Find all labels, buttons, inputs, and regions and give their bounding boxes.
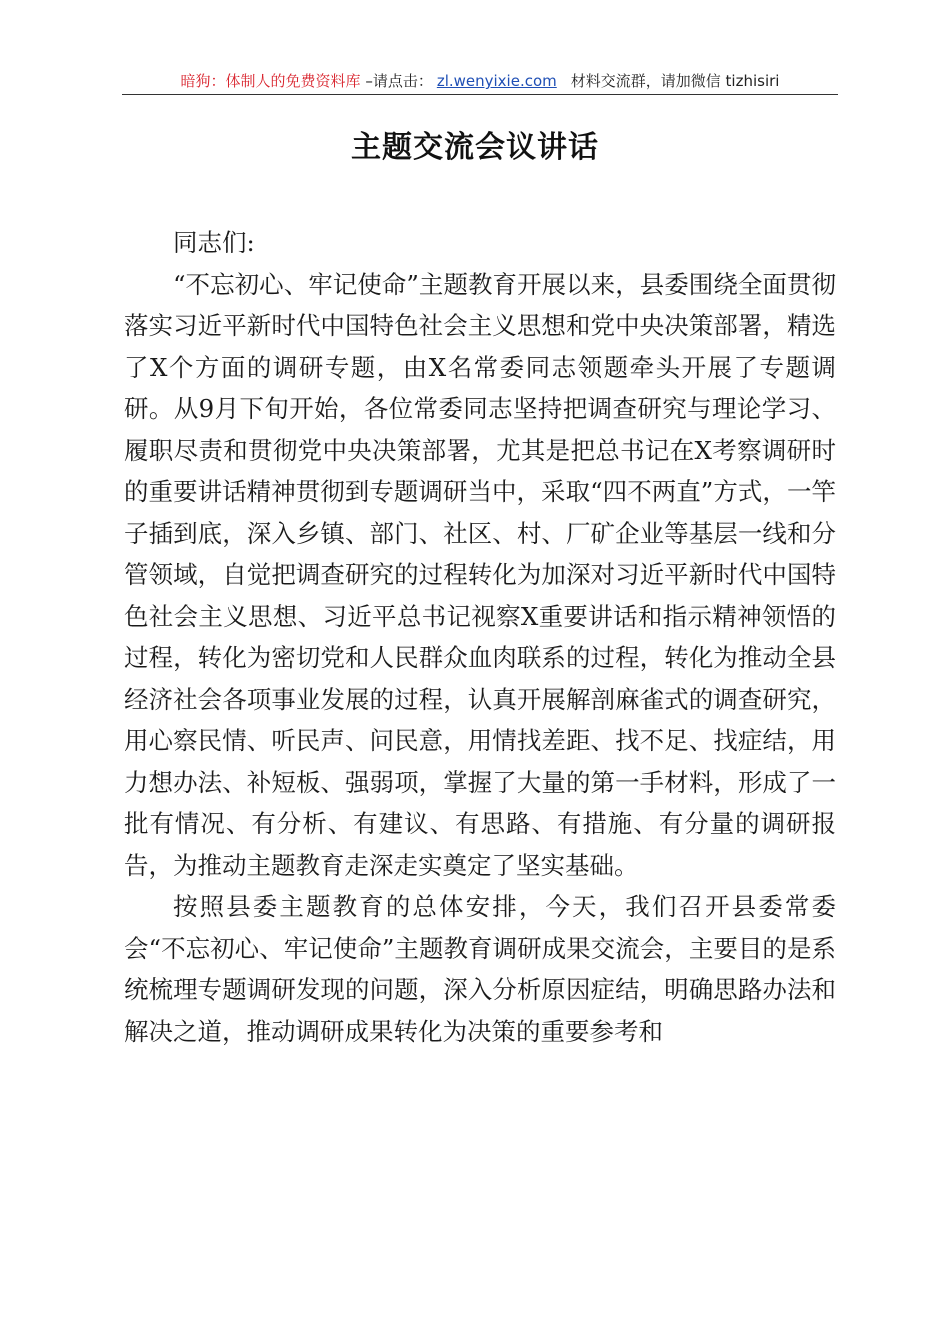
document-body	[124, 222, 836, 1052]
paragraph-1: “不忘初心、牢记使命”主题教育开展以来，县委围绕全面贯彻落实习近平新时代中国特色社会主义思想和党中央决策部署，精选了X个方面的调研专题，由X名常委同志领题牵头开展了专题调研。从9月下旬开始，各位常委同志坚持把调查研究与理论学习、履职尽责和贯彻党中央决策部署，尤其是把总书记在X考察调研时的重要讲话精神贯彻到专题调研当中，采取“四不两直”方式，一竿子插到底，深入乡镇、部门、社区、村、厂矿企业等基层一线和分管领域，自觉把调查研究的过程转化为加深对习近平新时代中国特色社会主义思想、习近平总书记视察X重要讲话和指示精神领悟的过程，转化为密切党和人民群众血肉联系的过程，转化为推动全县经济社会各项事业发展的过程，认真开展解剖麻雀式的调查研究，用心察民情、听民声、问民意，用情找差距、找不足、找症结，用力想办法、补短板、强弱项，掌握了大量的第一手材料，形成了一批有情况、有分析、有建议、有思路、有措施、有分量的调研报告，为推动主题教育走深走实奠定了坚实基础。	[124, 269, 836, 880]
header-prompt: –请点击：	[360, 72, 433, 90]
document-title: 主题交流会议讲话	[351, 130, 599, 165]
header-wechat-note: 材料交流群，请加微信 tizhisiri	[570, 72, 780, 90]
salutation: 同志们:	[173, 228, 255, 257]
header-watermark: 暗狗：体制人的免费资料库	[180, 72, 361, 90]
header-link[interactable]: zl.wenyixie.com	[436, 72, 557, 90]
header-divider	[122, 94, 838, 95]
paragraph-2: 按照县委主题教育的总体安排，今天，我们召开县委常委会“不忘初心、牢记使命”主题教育调研成果交流会，主要目的是系统梳理专题调研发现的问题，深入分析原因症结，明确思路办法和解决之道，推动调研成果转化为决策的重要参考和	[124, 892, 836, 1046]
page-header	[122, 70, 838, 92]
